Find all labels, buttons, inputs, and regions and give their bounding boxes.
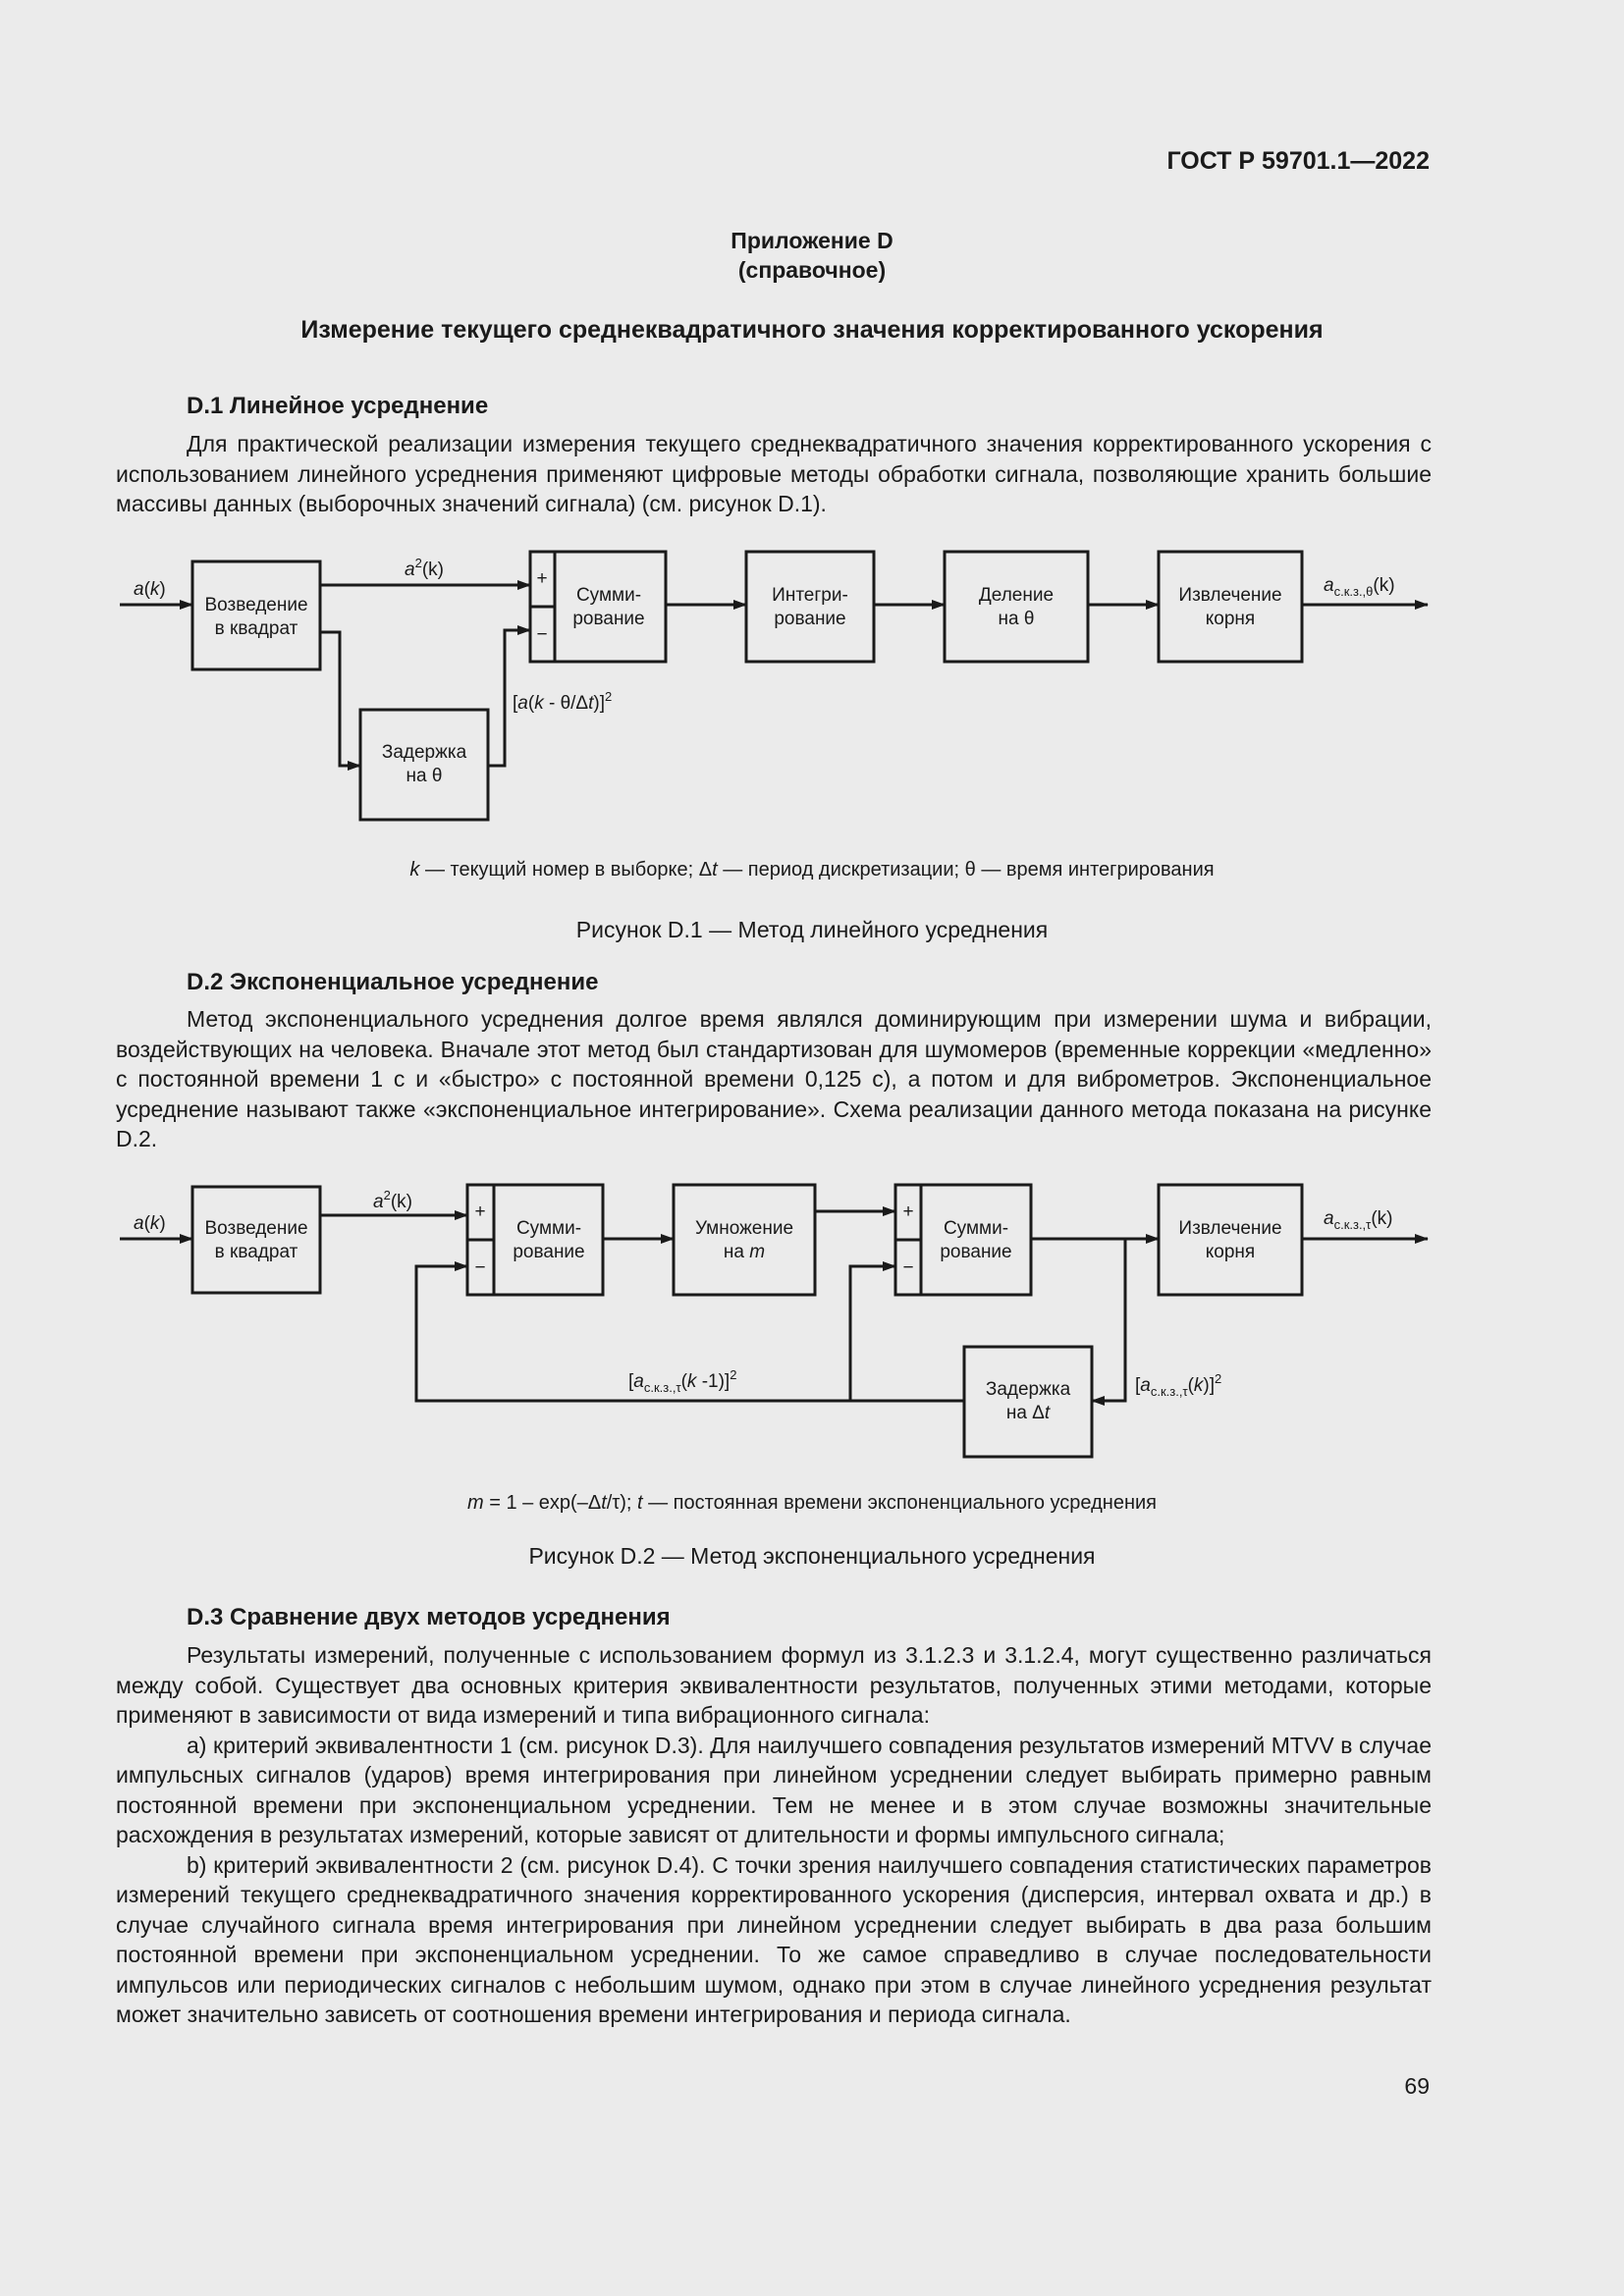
fig1-sum-label-1: Сумми-: [575, 585, 642, 606]
fig1-root-block: [1159, 552, 1302, 662]
section3-paragraph-3: b) критерий эквивалентности 2 (см. рисунок D.4). С точки зрения наилучшего совпадения статистических параметров измерений текущего среднеквадратичного значения корректированного ускорения (дисперсия, интервал охвата и др.) в случае случайного сигнала время интегрирования при линейном усреднении следует выбирать в два раза большим постоянной времени при экспоненциальном усреднении. То же самое справедливо в случае последовательности импульсов или периодических сигналов с небольшим шумом, однако при этом в случае линейного усреднения результат может значительно зависеть от соотношения времени интегрирования и периода сигнала.: [116, 1851, 1432, 2027]
fig2-square-label-1: Возведение: [204, 1218, 308, 1239]
fig1-signal-delayed: [a(k - θ/Δt)]$^2$: [513, 689, 613, 714]
fig2-multiply-label-2: на m: [723, 1242, 766, 1262]
fig2-sum1-minus: −: [474, 1257, 486, 1278]
fig1-plus-sign: +: [536, 568, 548, 589]
appendix-kind: (справочное): [737, 257, 887, 283]
section-heading-d1: D.1 Линейное усреднение: [187, 393, 489, 419]
fig2-square-label-2: в квадрат: [214, 1242, 298, 1262]
fig1-output-label: $a_{с.к.з.,\theta}(k)$: [1324, 575, 1395, 599]
fig2-output-label: $a_{с.к.з.,\tau}(k)$: [1324, 1208, 1393, 1232]
main-title: Измерение текущего среднеквадратичного значения корректированного ускорения: [300, 316, 1324, 344]
fig2-feedback-previous: [$a_{с.к.з.,\tau}(k$ -1)]$^2$: [628, 1367, 737, 1395]
fig1-delay-label-1: Задержка: [381, 742, 467, 763]
fig1-delay-label-2: на θ: [406, 766, 443, 786]
section-text-d2: Метод экспоненциального усреднения долгое время являлся доминирующим при измерении шума и вибрации, воздействующих на человека. Вначале этот метод был стандартизован для шумомеров (временные коррекции «медленно» с постоянной времени 1 с и «быстро» с постоянной времени 0,125 с), а потом и для виброметров. Экспоненциальное усреднение называют также «экспоненциальное интегрирование». Схема реализации данного метода показана на рисунке D.2.: [116, 1006, 1432, 1151]
fig1-input-label: a(k): [134, 579, 166, 600]
fig2-multiply-label-1: Умножение: [694, 1218, 794, 1239]
fig2-root-block: [1159, 1185, 1302, 1295]
fig2-signal-a2: $a^2(k)$: [373, 1188, 412, 1212]
appendix-heading: [0, 226, 1624, 285]
fig2-square-block: [192, 1187, 320, 1293]
fig2-multiply-block: [674, 1185, 815, 1295]
fig1-root-label-2: корня: [1205, 609, 1256, 629]
fig1-integrate-label-2: рование: [774, 609, 846, 629]
fig1-sum-label-2: рование: [572, 609, 645, 629]
figure-d1-note: k — текущий номер в выборке; Δt — период дискретизации; θ — время интегрирования: [409, 859, 1215, 881]
standard-number: ГОСТ Р 59701.1—2022: [1166, 147, 1430, 175]
appendix-title: Приложение D: [731, 228, 893, 253]
fig2-delay-label-2: на Δt: [1005, 1403, 1051, 1423]
section-text-d1: Для практической реализации измерения текущего среднеквадратичного значения корректированного ускорения с использованием линейного усреднения применяют цифровые методы обработки сигнала, позволяющие хранить большие массивы данных (выборочных значений сигнала) (см. рисунок D.1).: [116, 431, 1432, 516]
section3-paragraph-1: Результаты измерений, полученные с использованием формул из 3.1.2.3 и 3.1.2.4, могут существенно различаться между собой. Существует два основных критерия эквивалентности результатов, полученных этими методами, которые применяют в зависимости от вида измерений и типа вибрационного сигнала:: [116, 1642, 1432, 1728]
fig2-delay-block: [964, 1347, 1092, 1457]
fig2-feedback-current: $[a_{с.к.з.,\tau}(k)]^2$: [1135, 1371, 1222, 1399]
figure-d1-caption: Рисунок D.1 — Метод линейного усреднения: [575, 917, 1049, 942]
fig2-delay-label-1: Задержка: [985, 1379, 1071, 1400]
section-text-d3: [116, 1640, 1432, 2030]
fig2-sum1-plus: +: [474, 1201, 486, 1222]
section-heading-d2: D.2 Экспоненциальное усреднение: [187, 969, 599, 995]
fig2-root-label-1: Извлечение: [1178, 1218, 1282, 1239]
fig1-divide-block: [945, 552, 1088, 662]
figure-d2-diagram: [0, 1173, 1624, 1468]
section-heading-d3: D.3 Сравнение двух методов усреднения: [187, 1604, 671, 1630]
fig1-integrate-block: [746, 552, 874, 662]
fig2-input-label: a(k): [134, 1213, 166, 1234]
section3-paragraph-2: a) критерий эквивалентности 1 (см. рисунок D.3). Для наилучшего совпадения результатов измерений MTVV в случае импульсных сигналов (ударов) время интегрирования при линейном усреднении следует выбирать примерно равным постоянной времени при экспоненциальном усреднении. Тем не менее и в этом случае возможны значительные расхождения в результатах измерений, которые зависят от длительности и формы импульсного сигнала;: [116, 1732, 1432, 1847]
fig1-divide-label-1: Деление: [978, 585, 1055, 606]
fig2-sum1-label-2: рование: [513, 1242, 585, 1262]
fig2-sum2-plus: +: [902, 1201, 914, 1222]
fig1-signal-a2: $a^2(k)$: [405, 556, 444, 580]
fig1-delay-block: [360, 710, 488, 820]
fig1-square-label-2: в квадрат: [214, 618, 298, 639]
fig2-sum2-label-2: рование: [940, 1242, 1012, 1262]
page-number: 69: [1404, 2073, 1430, 2099]
fig1-integrate-label-1: Интегри-: [772, 585, 848, 606]
fig1-divide-label-2: на θ: [998, 609, 1035, 629]
fig2-sum2-label-1: Сумми-: [943, 1218, 1009, 1239]
figure-d1-diagram: [0, 540, 1624, 903]
fig1-square-label-1: Возведение: [204, 595, 308, 615]
figure-d2-caption: Рисунок D.2 — Метод экспоненциального усреднения: [528, 1543, 1096, 1569]
fig2-sum1-label-1: Сумми-: [515, 1218, 582, 1239]
fig1-minus-sign: −: [536, 624, 548, 645]
figure-d2-note: m = 1 – exp(–Δt/τ); t — постоянная времени экспоненциального усреднения: [466, 1492, 1157, 1514]
fig2-root-label-2: корня: [1205, 1242, 1256, 1262]
fig1-square-block: [192, 561, 320, 669]
fig1-root-label-1: Извлечение: [1178, 585, 1282, 606]
fig2-sum2-minus: −: [902, 1257, 914, 1278]
